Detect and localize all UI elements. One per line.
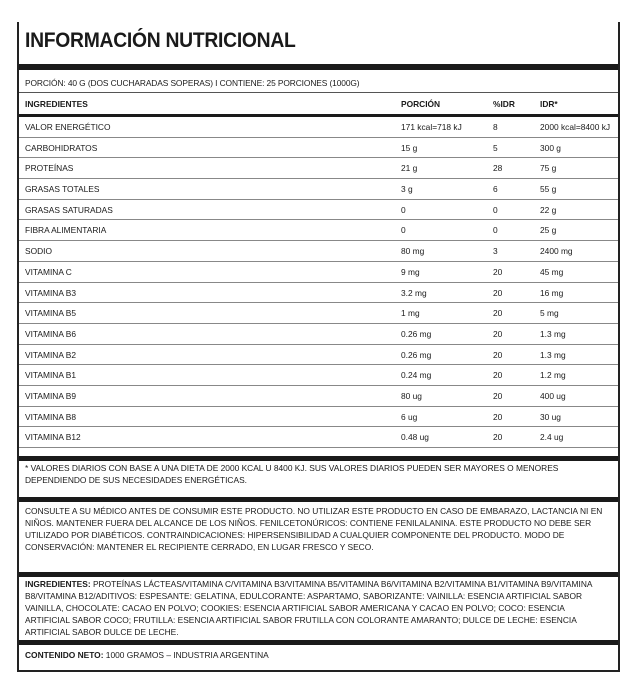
table-bottom-divider [19, 456, 618, 461]
footnote: * VALORES DIARIOS CON BASE A UNA DIETA DE 2000 KCAL U 8400 KJ. SUS VALORES DIARIOS PUEDEN SER MAYORES O MENORES DEPENDIENDO DE SUS NECESIDADES ENERGÉTICAS. [25, 463, 559, 485]
nutrient-idr: 2000 kcal=8400 kJ [540, 122, 611, 132]
table-row [19, 220, 618, 241]
nutrient-name: VITAMINA C [25, 266, 72, 277]
nutrient-portion: 1 mg [401, 308, 420, 319]
nutrient-idr-pct: 3 [493, 246, 498, 257]
ingredients-list: PROTEÍNAS LÁCTEAS/VITAMINA C/VITAMINA B3/VITAMINA B5/VITAMINA B6/VITAMINA B2/VITAMINA B1/VITAMINA B9/VITAMINA B8/VITAMINA B12/ADITIVOS: ESPESANTE: GELATINA, EDULCORANTE: ASPARTAMO, SABORIZANTE: VAINILLA: ESENCIA ARTIFICIAL SABOR VAINILLA, CHOCOLATE: CACAO EN POLVO; COOKIES: ESENCIA ARTIFICIAL SABOR AMERICANA Y CACAO EN POLVO; COCO: ESENCIA ARTIFICIAL SABOR COCO; FRUTILLA: ESENCIA ARTIFICIAL SABOR FRUTILLA CON COLORANTE AMARANTO; DULCE DE LECHE: ESENCIA ARTIFICIAL SABOR DULCE DE LECHE. [25, 579, 592, 637]
nutrient-idr: 1.3 mg [540, 349, 566, 360]
header-porcion: PORCIÓN [401, 99, 441, 109]
nutrient-portion: 6 ug [401, 411, 418, 422]
nutrient-portion: 0.24 mg [401, 370, 432, 381]
nutrient-portion: 171 kcal=718 kJ [401, 122, 462, 132]
nutrient-idr: 75 g [540, 163, 557, 174]
nutrient-idr: 45 mg [540, 266, 564, 277]
nutrient-portion: 9 mg [401, 266, 420, 277]
nutrient-portion: 0.26 mg [401, 349, 432, 360]
nutrient-idr-pct: 20 [493, 432, 503, 443]
nutrient-idr: 2400 mg [540, 246, 573, 257]
nutrient-idr: 16 mg [540, 287, 564, 298]
table-row [19, 179, 618, 200]
nutrient-name: CARBOHIDRATOS [25, 142, 98, 153]
nutrient-idr: 1.3 mg [540, 328, 566, 339]
warning-text: CONSULTE A SU MÉDICO ANTES DE CONSUMIR ESTE PRODUCTO. NO UTILIZAR ESTE PRODUCTO EN CASO DE EMBARAZO, LACTANCIA NI EN NIÑOS. MANTENER FUERA DEL ALCANCE DE LOS NIÑOS. FENILCETONÚRICOS: CONTIENE FENILALANINA. ESTE PRODUCTO NO DEBE SER UTILIZADO POR DIABÉTICOS. CONTRAINDICACIONES: HIPERSENSIBILIDAD A CUALQUIER COMPONENTE DEL PRODUCTO. MODO DE CONSERVACIÓN: MANTENER EL RECIPIENTE CERRADO, EN LUGAR FRESCO Y SECO. [25, 506, 603, 552]
nutrient-portion: 0 [401, 204, 406, 215]
nutrient-idr-pct: 20 [493, 308, 503, 319]
ingredients-text [25, 578, 610, 638]
net-content [25, 649, 610, 661]
nutrient-idr-pct: 20 [493, 390, 503, 401]
nutrition-label [17, 22, 620, 672]
warning-divider [19, 572, 618, 577]
nutrient-name: VITAMINA B1 [25, 370, 77, 381]
nutrient-idr-pct: 20 [493, 287, 503, 298]
table-row [19, 303, 618, 324]
nutrient-idr-pct: 20 [493, 370, 503, 381]
table-row [19, 345, 618, 366]
nutrient-idr-pct: 8 [493, 122, 498, 132]
nutrient-name: FIBRA ALIMENTARIA [25, 225, 107, 236]
nutrient-name: PROTEÍNAS [25, 163, 74, 174]
nutrient-idr: 2.4 ug [540, 432, 564, 443]
nutrient-name: SODIO [25, 246, 52, 257]
table-row [19, 283, 618, 304]
nutrient-portion: 0 [401, 225, 406, 236]
nutrient-name: VITAMINA B6 [25, 328, 77, 339]
nutrient-idr: 25 g [540, 225, 557, 236]
table-row [19, 158, 618, 179]
nutrient-idr-pct: 0 [493, 204, 498, 215]
nutrient-name: VITAMINA B12 [25, 432, 81, 443]
table-row [19, 262, 618, 283]
nutrient-idr-pct: 5 [493, 142, 498, 153]
nutrient-name: VITAMINA B9 [25, 390, 77, 401]
table-row [19, 386, 618, 407]
nutrient-idr: 400 ug [540, 390, 566, 401]
nutrient-idr-pct: 6 [493, 184, 498, 195]
table-row [19, 365, 618, 386]
header-idr: IDR* [540, 99, 558, 109]
nutrient-idr-pct: 20 [493, 328, 503, 339]
nutrient-name: VITAMINA B5 [25, 308, 77, 319]
nutrient-portion: 3 g [401, 184, 413, 195]
table-row [19, 200, 618, 221]
nutrient-portion: 80 ug [401, 390, 422, 401]
nutrient-name: VITAMINA B8 [25, 411, 77, 422]
nutrient-portion: 3.2 mg [401, 287, 427, 298]
nutrient-idr-pct: 0 [493, 225, 498, 236]
table-row [19, 241, 618, 262]
nutrient-name: VITAMINA B3 [25, 287, 77, 298]
footnote-divider [19, 497, 618, 502]
nutrient-idr-pct: 20 [493, 266, 503, 277]
nutrient-idr-pct: 20 [493, 349, 503, 360]
nutrient-idr: 1.2 mg [540, 370, 566, 381]
nutrient-portion: 80 mg [401, 246, 425, 257]
nutrient-name: GRASAS SATURADAS [25, 204, 113, 215]
nutrient-portion: 0.26 mg [401, 328, 432, 339]
nutrient-idr: 55 g [540, 184, 557, 195]
net-content-value: 1000 GRAMOS – INDUSTRIA ARGENTINA [103, 650, 269, 660]
ingredients-divider [19, 640, 618, 645]
portion-line: PORCIÓN: 40 G (DOS CUCHARADAS SOPERAS) I CONTIENE: 25 PORCIONES (1000G) [25, 78, 360, 88]
table-row [19, 324, 618, 345]
nutrient-portion: 0.48 ug [401, 432, 429, 443]
nutrient-portion: 21 g [401, 163, 418, 174]
label-title: INFORMACIÓN NUTRICIONAL [25, 29, 296, 52]
table-header [19, 94, 618, 114]
nutrient-idr: 30 ug [540, 411, 561, 422]
nutrient-idr: 22 g [540, 204, 557, 215]
title-divider [19, 64, 618, 70]
table-row [19, 138, 618, 159]
ingredients-label: INGREDIENTES: [25, 579, 91, 589]
nutrient-idr-pct: 28 [493, 163, 503, 174]
divider [19, 92, 618, 93]
header-idr-pct: %IDR [493, 99, 515, 109]
table-row [19, 427, 618, 448]
nutrient-idr: 5 mg [540, 308, 559, 319]
table-row [19, 407, 618, 428]
nutrient-name: VALOR ENERGÉTICO [25, 122, 111, 132]
nutrient-portion: 15 g [401, 142, 418, 153]
net-content-label: CONTENIDO NETO: [25, 650, 104, 660]
header-ingredientes: INGREDIENTES [25, 99, 88, 109]
nutrition-table [19, 117, 618, 448]
nutrient-idr: 300 g [540, 142, 561, 153]
nutrient-name: VITAMINA B2 [25, 349, 77, 360]
nutrient-name: GRASAS TOTALES [25, 184, 100, 195]
nutrient-idr-pct: 20 [493, 411, 503, 422]
table-row [19, 117, 618, 138]
